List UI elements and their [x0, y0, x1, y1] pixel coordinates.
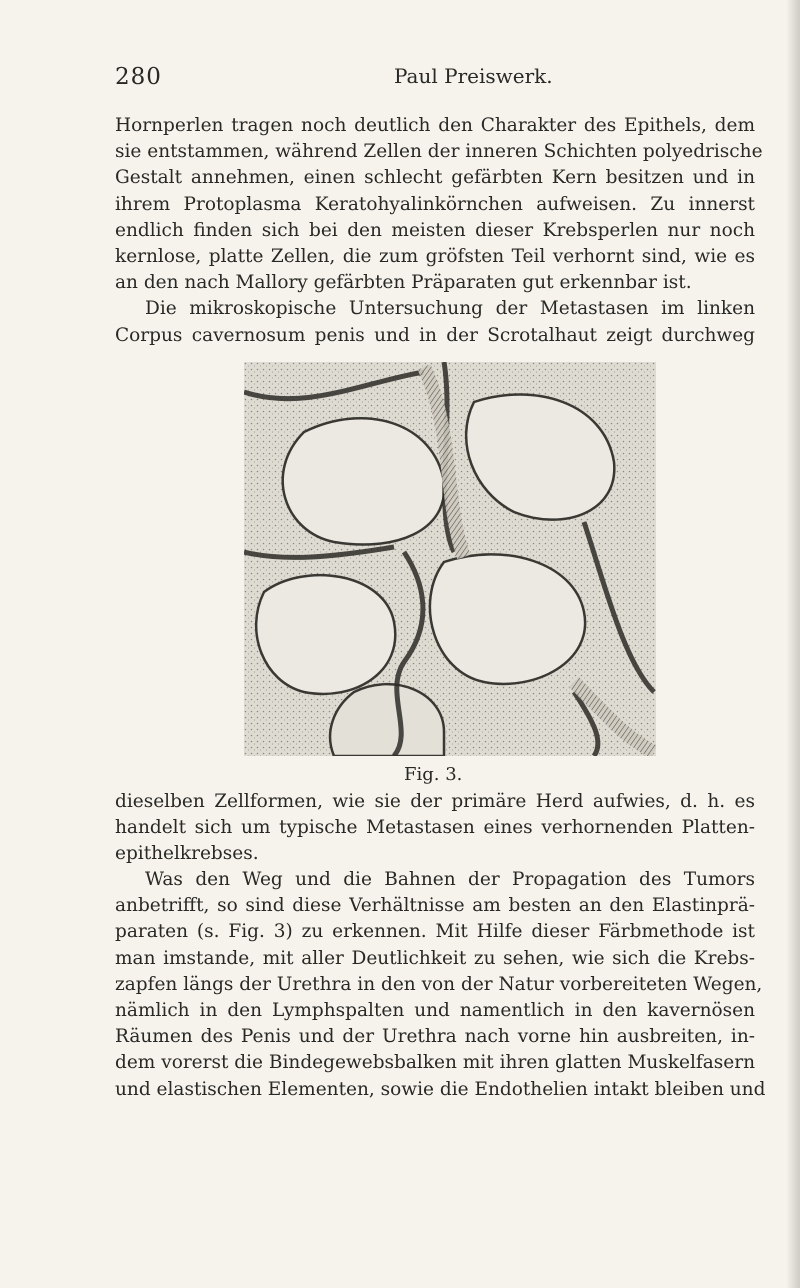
- micrograph-illustration: [244, 362, 656, 756]
- text-line: anbetrifft, so sind diese Verhältnisse am besten an den Elastinprä-: [115, 895, 755, 917]
- text-line: nämlich in den Lymphspalten und namentlich in den kavernösen: [115, 1000, 755, 1022]
- page-number: 280: [115, 64, 162, 90]
- text-line: Gestalt annehmen, einen schlecht gefärbten Kern besitzen und in: [115, 167, 755, 189]
- text-line: ihrem Protoplasma Keratohyalinkörnchen aufweisen. Zu innerst: [115, 193, 755, 215]
- paragraph-2: [115, 789, 755, 868]
- text-line: kernlose, platte Zellen, die zum gröfsten Teil verhornt sind, wie es: [115, 246, 755, 268]
- figure-caption: Fig. 3.: [404, 764, 463, 785]
- text-line: Was den Weg und die Bahnen der Propagation des Tumors: [145, 869, 755, 890]
- text-line: Hornperlen tragen noch deutlich den Charakter des Epithels, dem: [115, 115, 755, 136]
- text-line: zapfen längs der Urethra in den von der Natur vorbereiteten Wegen,: [115, 973, 763, 995]
- text-line: handelt sich um typische Metastasen eines verhornenden Platten-: [115, 817, 755, 839]
- page-edge-shadow: [786, 0, 800, 1288]
- text-line: dieselben Zellformen, wie sie der primäre Herd aufwies, d. h. es: [115, 791, 755, 812]
- text-line: epithelkrebses.: [115, 843, 259, 865]
- text-line: man imstande, mit aller Deutlichkeit zu sehen, wie sich die Krebs-: [115, 947, 755, 969]
- text-line: und elastischen Elementen, sowie die Endothelien intakt bleiben und: [115, 1078, 766, 1100]
- text-line: an den nach Mallory gefärbten Präparaten gut erkennbar ist.: [115, 272, 692, 294]
- text-line: sie entstammen, während Zellen der inneren Schichten polyedrische: [115, 141, 763, 163]
- text-line: dem vorerst die Bindegewebsbalken mit ihren glatten Muskelfasern: [115, 1052, 755, 1074]
- paragraph-1: [115, 113, 763, 349]
- text-line: Corpus cavernosum penis und in der Scrotalhaut zeigt durchweg: [115, 324, 755, 346]
- paragraph-3: [115, 867, 766, 1103]
- text-line: paraten (s. Fig. 3) zu erkennen. Mit Hilfe dieser Färbmethode ist: [115, 921, 755, 943]
- text-line: Die mikroskopische Untersuchung der Metastasen im linken: [145, 298, 755, 320]
- text-line: Räumen des Penis und der Urethra nach vorne hin ausbreiten, in-: [115, 1026, 755, 1048]
- text-line: endlich finden sich bei den meisten dieser Krebsperlen nur noch: [115, 219, 755, 241]
- figure-micrograph: [244, 362, 656, 756]
- running-head: Paul Preiswerk.: [394, 64, 553, 88]
